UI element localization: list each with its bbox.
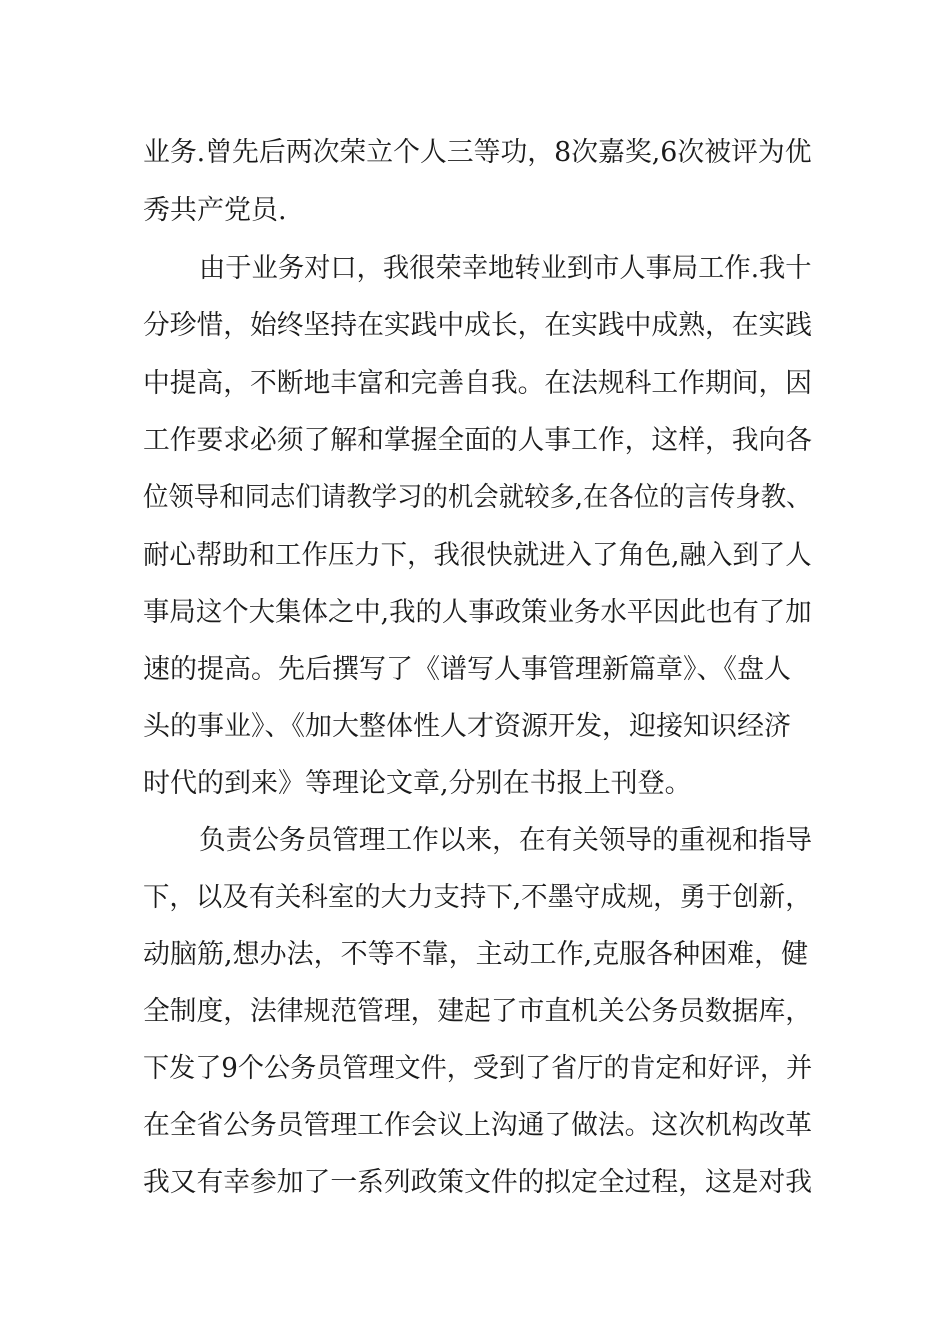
text-line-17: 下发了9个公务员管理文件，受到了省厅的肯定和好评，并 <box>143 1053 813 1084</box>
text-line-7: 位领导和同志们请教学习的机会就较多,在各位的言传身教、 <box>143 482 812 513</box>
text-line-6: 工作要求必须了解和掌握全面的人事工作，这样，我向各 <box>143 425 812 456</box>
text-line-16: 全制度，法律规范管理，建起了市直机关公务员数据库， <box>143 996 812 1027</box>
text-line-9: 事局这个大集体之中,我的人事政策业务水平因此也有了加 <box>143 597 812 628</box>
text-line-19: 我又有幸参加了一系列政策文件的拟定全过程，这是对我 <box>143 1167 812 1198</box>
text-line-5: 中提高，不断地丰富和完善自我。在法规科工作期间，因 <box>143 368 812 399</box>
text-line-4: 分珍惜，始终坚持在实践中成长，在实践中成熟，在实践 <box>143 310 812 341</box>
text-line-12: 时代的到来》等理论文章,分别在书报上刊登。 <box>143 768 692 799</box>
text-line-14: 下，以及有关科室的大力支持下,不墨守成规，勇于创新， <box>143 882 812 913</box>
text-line-15: 动脑筋,想办法，不等不靠，主动工作,克服各种困难，健 <box>143 939 809 970</box>
text-line-2: 秀共产党员. <box>143 195 287 226</box>
paragraph-2-line-1: 由于业务对口，我很荣幸地转业到市人事局工作.我十 <box>199 253 812 284</box>
paragraph-3-line-1: 负责公务员管理工作以来，在有关领导的重视和指导 <box>199 825 812 856</box>
text-line-10: 速的提高。先后撰写了《谱写人事管理新篇章》、《盘人 <box>143 654 791 685</box>
text-line-1: 业务.曾先后两次荣立个人三等功，8次嘉奖,6次被评为优 <box>143 137 812 168</box>
text-line-11: 头的事业》、《加大整体性人才资源开发，迎接知识经济 <box>143 711 791 742</box>
text-line-18: 在全省公务员管理工作会议上沟通了做法。这次机构改革 <box>143 1110 812 1141</box>
text-line-8: 耐心帮助和工作压力下，我很快就进入了角色,融入到了人 <box>143 540 812 571</box>
